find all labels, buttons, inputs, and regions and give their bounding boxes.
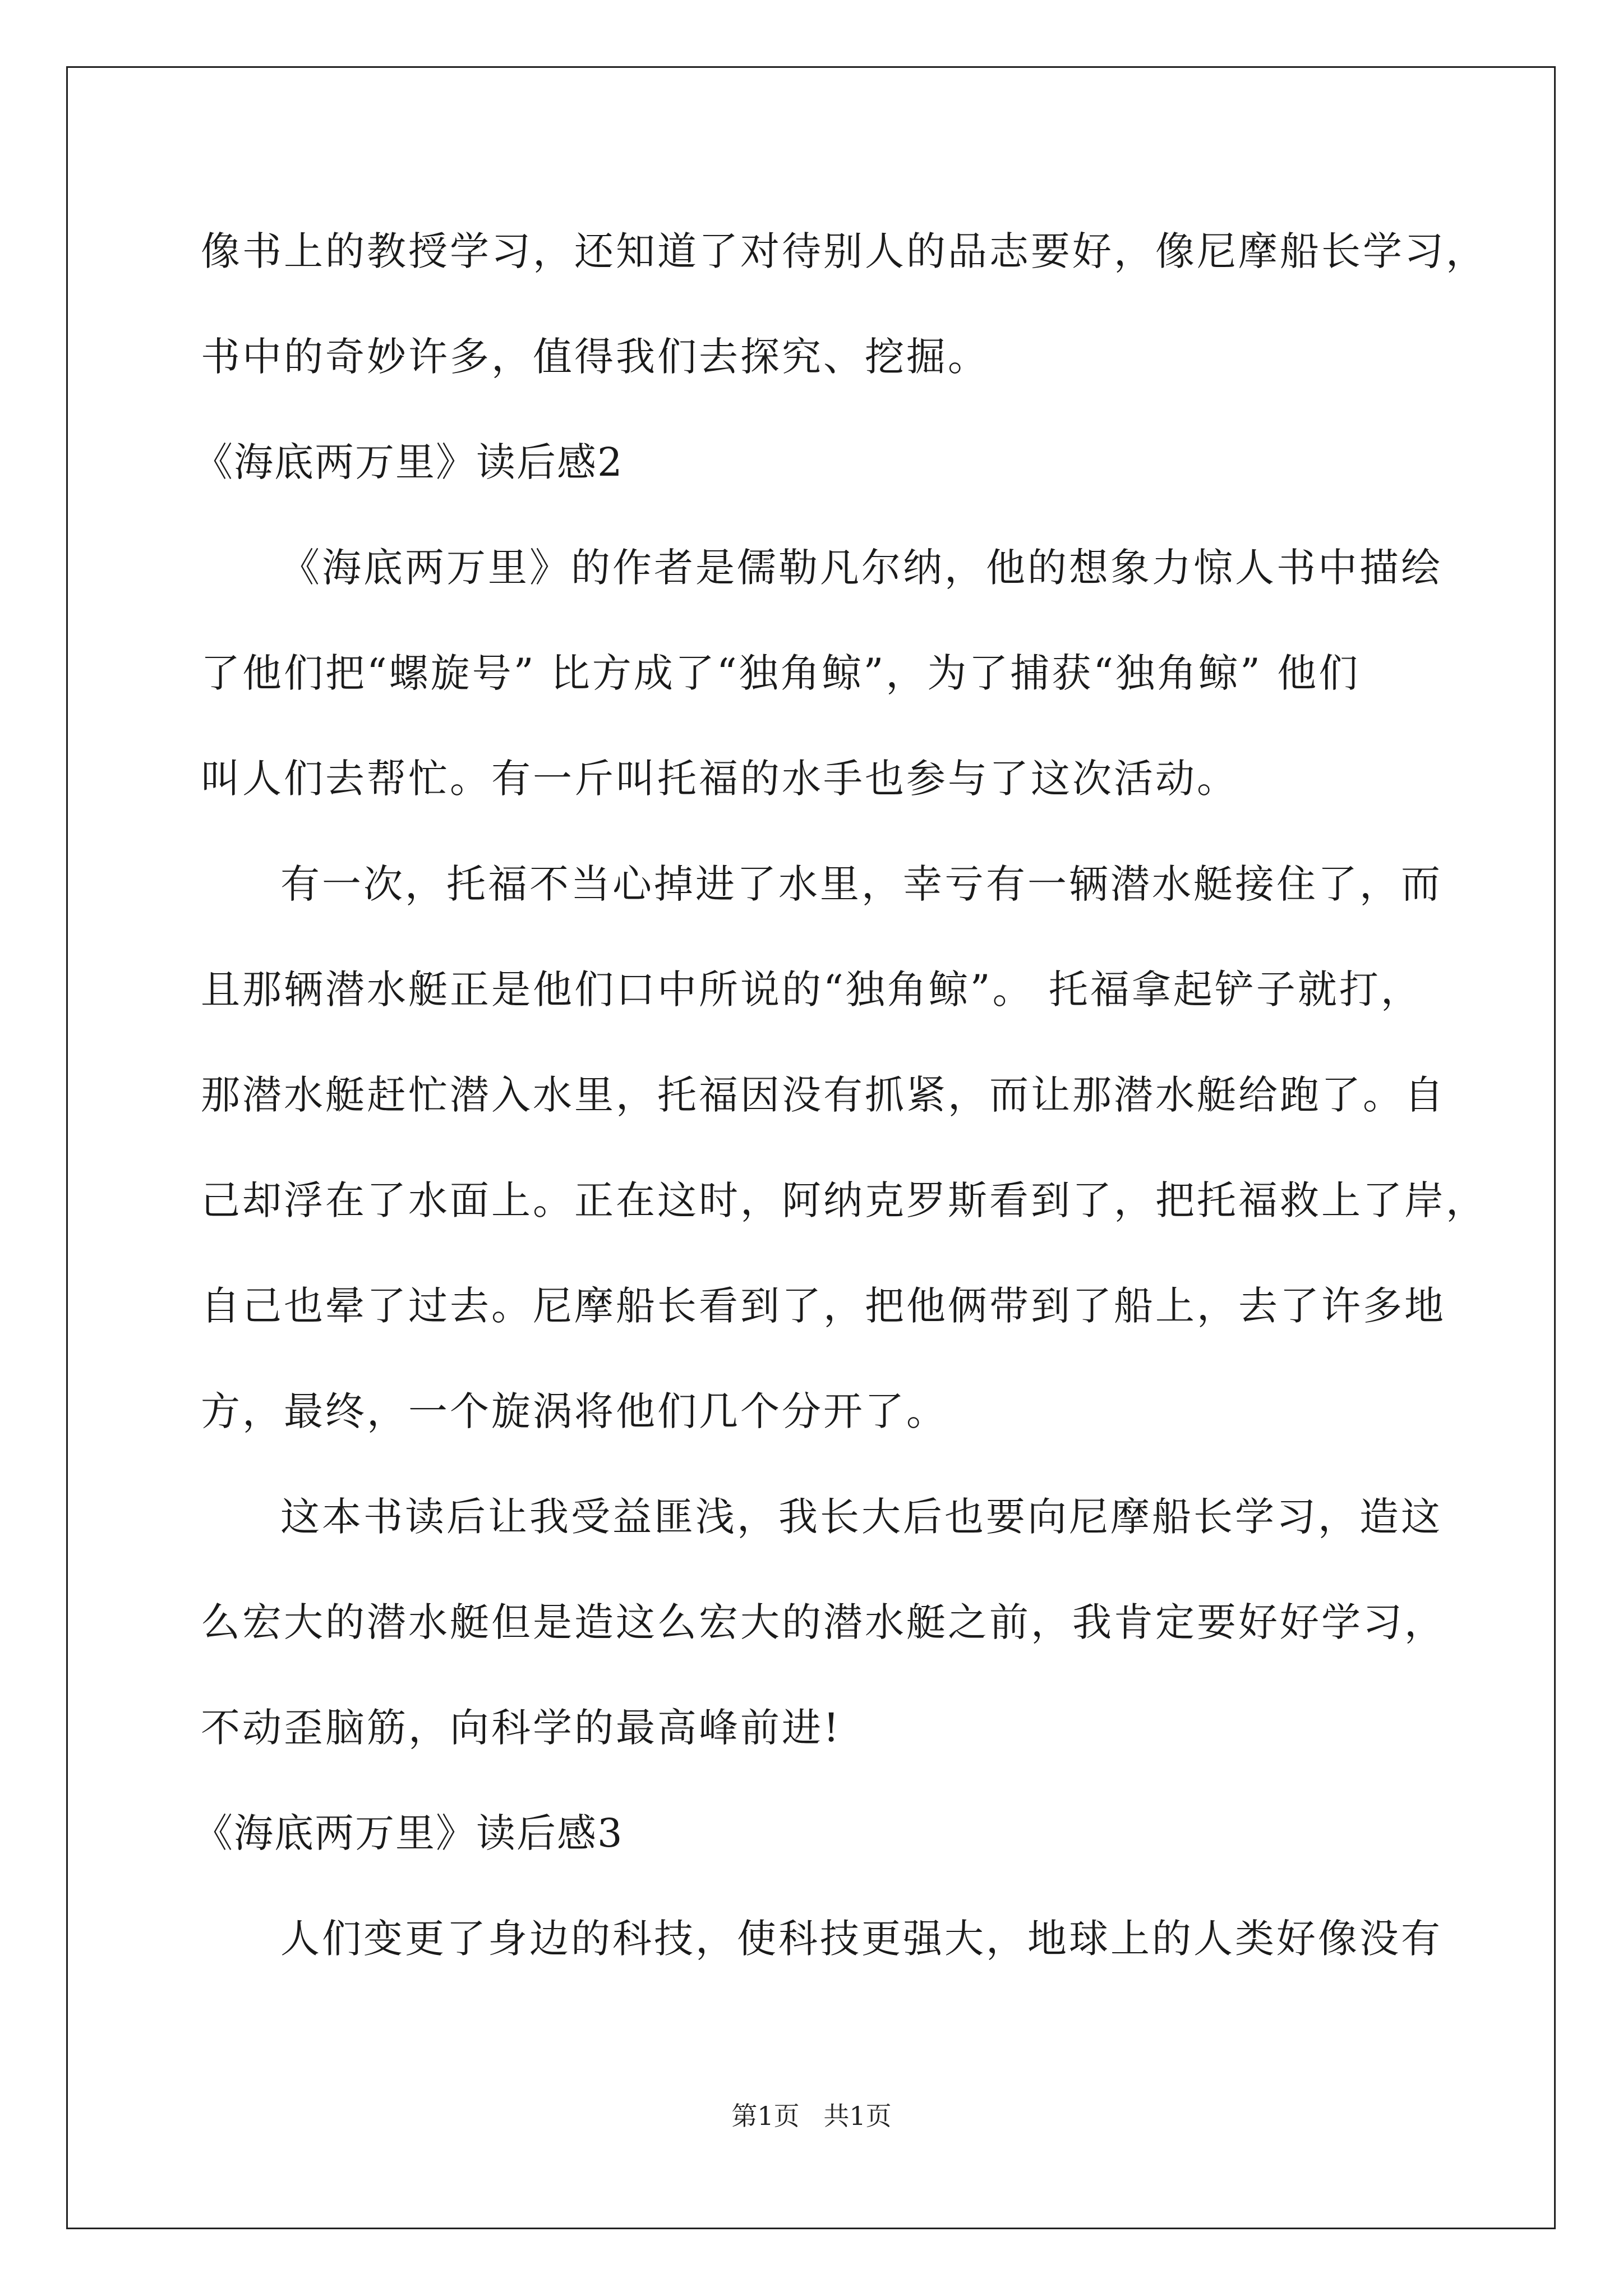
body-line: 不动歪脑筋，向科学的最高峰前进! (201, 1705, 842, 1751)
body-line: 书中的奇妙许多，值得我们去探究、挖掘。 (201, 334, 989, 380)
body-line: 这本书读后让我受益匪浅，我长大后也要向尼摩船长学习，造这 (280, 1494, 1442, 1540)
page-border (66, 66, 1556, 2229)
body-line: 叫人们去帮忙。有一斤叫托福的水手也参与了这次活动。 (201, 756, 1238, 802)
body-line: 了他们把“螺旋号” 比方成了“独角鲸”，为了捕获“独角鲸” 他们 (201, 650, 1361, 696)
body-line: 己却浮在了水面上。正在这时，阿纳克罗斯看到了，把托福救上了岸， (201, 1177, 1487, 1223)
section-heading: 《海底两万里》读后感2 (193, 439, 624, 485)
body-line: 像书上的教授学习，还知道了对待别人的品志要好，像尼摩船长学习， (201, 228, 1487, 274)
body-line: 么宏大的潜水艇但是造这么宏大的潜水艇之前，我肯定要好好学习， (201, 1599, 1446, 1645)
body-line: 人们变更了身边的科技，使科技更强大，地球上的人类好像没有 (280, 1916, 1442, 1962)
body-line: 自己也晕了过去。尼摩船长看到了，把他俩带到了船上，去了许多地 (201, 1283, 1446, 1329)
body-line: 有一次，托福不当心掉进了水里，幸亏有一辆潜水艇接住了，而 (280, 861, 1442, 907)
page-number: 第1页 (731, 2101, 800, 2131)
body-line: 且那辆潜水艇正是他们口中所说的“独角鲸”。 托福拿起铲子就打， (201, 967, 1422, 1013)
body-line: 那潜水艇赶忙潜入水里，托福因没有抓紧，而让那潜水艇给跑了。自 (201, 1072, 1446, 1118)
body-line: 《海底两万里》的作者是儒勒凡尔纳，他的想象力惊人书中描绘 (280, 545, 1442, 591)
page-total: 共1页 (823, 2101, 892, 2131)
section-heading: 《海底两万里》读后感3 (193, 1810, 624, 1856)
page-footer (0, 2099, 1623, 2133)
body-line: 方，最终，一个旋涡将他们几个分开了。 (201, 1388, 948, 1434)
